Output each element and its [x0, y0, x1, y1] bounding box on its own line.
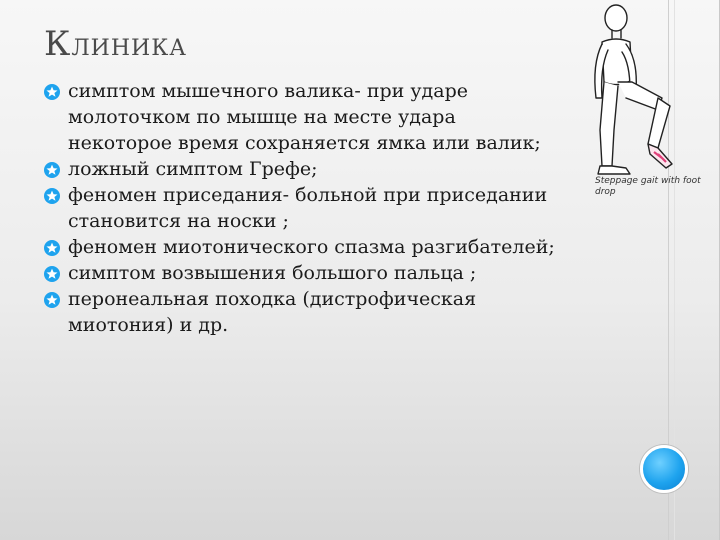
star-bullet-icon	[44, 84, 60, 100]
title-rest: ЛИНИКА	[71, 36, 187, 61]
figure-caption: Steppage gait with foot drop	[595, 176, 701, 197]
list-item	[44, 234, 564, 260]
list-item	[44, 156, 564, 182]
star-bullet-icon	[44, 188, 60, 204]
star-bullet-icon	[44, 266, 60, 282]
list-item	[44, 286, 564, 338]
list-item	[44, 260, 564, 286]
bullet-text: симптом мышечного валика- при ударе молоточком по мышце на месте удара некоторое время сохраняется ямка или валик;	[68, 80, 541, 154]
bullet-text: симптом возвышения большого пальца ;	[68, 262, 477, 284]
title-initial: К	[44, 24, 72, 64]
star-bullet-icon	[44, 240, 60, 256]
list-item	[44, 182, 564, 234]
bullet-text: феномен миотонического спазма разгибателей;	[68, 236, 555, 258]
bullet-text: перонеальная походка (дистрофическая миотония) и др.	[68, 288, 477, 336]
list-item	[44, 78, 564, 156]
decorative-circle	[640, 445, 688, 493]
bullet-text: ложный симптом Грефе;	[68, 158, 318, 180]
slide-title	[44, 24, 187, 64]
bullet-text: феномен приседания- больной при приседании становится на носки ;	[68, 184, 548, 232]
star-bullet-icon	[44, 292, 60, 308]
bullet-list	[44, 78, 564, 338]
star-bullet-icon	[44, 162, 60, 178]
